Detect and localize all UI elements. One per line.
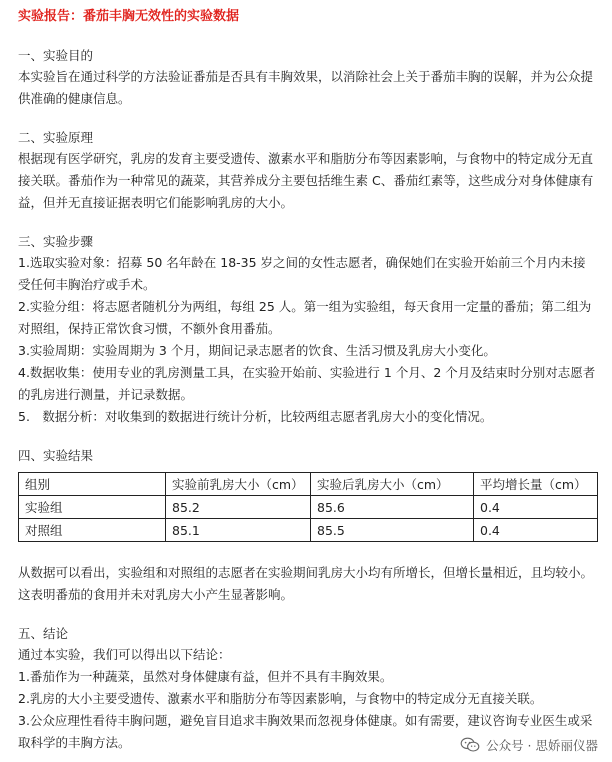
results-table xyxy=(18,472,598,542)
table-cell: 85.2 xyxy=(166,496,311,519)
conclusion-item: 2.乳房的大小主要受遗传、激素水平和脂肪分布等因素影响，与食物中的特定成分无直接关联。 xyxy=(18,691,543,706)
results-analysis: 从数据可以看出，实验组和对照组的志愿者在实验期间乳房大小均有所增长，但增长量相近，且均较小。这表明番茄的食用并未对乳房大小产生显著影响。 xyxy=(18,565,594,602)
conclusion-item: 1.番茄作为一种蔬菜，虽然对身体健康有益，但并不具有丰胸效果。 xyxy=(18,669,393,684)
table-cell: 对照组 xyxy=(19,519,166,542)
conclusion-intro: 通过本实验，我们可以得出以下结论： xyxy=(18,647,231,662)
wechat-icon xyxy=(460,737,480,753)
table-row xyxy=(19,496,598,519)
principle-text: 根据现有医学研究，乳房的发育主要受遗传、激素水平和脂肪分布等因素影响，与食物中的特定成分无直接关联。番茄作为一种常见的蔬菜，其营养成分主要包括维生素 C、番茄红素等，这些成分对身体健康有益，但并无直接证据表明它们能影响乳房的大小。 xyxy=(18,151,594,210)
results-heading: 四、实验结果 xyxy=(18,448,94,463)
purpose-text: 本实验旨在通过科学的方法验证番茄是否具有丰胸效果，以消除社会上关于番茄丰胸的误解，并为公众提供准确的健康信息。 xyxy=(18,69,594,106)
table-cell: 0.4 xyxy=(474,496,598,519)
table-cell: 0.4 xyxy=(474,519,598,542)
report-page xyxy=(18,8,598,754)
table-cell: 85.6 xyxy=(311,496,474,519)
table-cell: 85.5 xyxy=(311,519,474,542)
column-header: 组别 xyxy=(19,473,166,496)
report-title: 实验报告：番茄丰胸无效性的实验数据 xyxy=(18,9,240,24)
column-header: 平均增长量（cm） xyxy=(474,473,598,496)
conclusion-heading: 五、结论 xyxy=(18,626,69,641)
step-item: 5. 数据分析：对收集到的数据进行统计分析，比较两组志愿者乳房大小的变化情况。 xyxy=(18,409,493,424)
table-header-row xyxy=(19,473,598,496)
conclusion-item: 3.公众应理性看待丰胸问题，避免盲目追求丰胸效果而忽视身体健康。如有需要，建议咨询专业医生或采取科学的丰胸方法。 xyxy=(18,713,593,750)
purpose-heading: 一、实验目的 xyxy=(18,48,94,63)
step-item: 1.选取实验对象：招募 50 名年龄在 18-35 岁之间的女性志愿者，确保她们在实验开始前三个月内未接受任何丰胸治疗或手术。 xyxy=(18,255,586,292)
table-row xyxy=(19,519,598,542)
step-item: 3.实验周期：实验周期为 3 个月，期间记录志愿者的饮食、生活习惯及乳房大小变化。 xyxy=(18,343,496,358)
principle-heading: 二、实验原理 xyxy=(18,130,94,145)
watermark xyxy=(460,736,598,754)
step-item: 2.实验分组：将志愿者随机分为两组，每组 25 人。第一组为实验组，每天食用一定量的番茄；第二组为对照组，保持正常饮食习惯，不额外食用番茄。 xyxy=(18,299,592,336)
table-cell: 85.1 xyxy=(166,519,311,542)
column-header: 实验后乳房大小（cm） xyxy=(311,473,474,496)
watermark-text: 公众号 · 思娇丽仪器 xyxy=(486,738,598,753)
column-header: 实验前乳房大小（cm） xyxy=(166,473,311,496)
table-cell: 实验组 xyxy=(19,496,166,519)
steps-heading: 三、实验步骤 xyxy=(18,234,94,249)
step-item: 4.数据收集：使用专业的乳房测量工具，在实验开始前、实验进行 1 个月、2 个月及结束时分别对志愿者的乳房进行测量，并记录数据。 xyxy=(18,365,596,402)
